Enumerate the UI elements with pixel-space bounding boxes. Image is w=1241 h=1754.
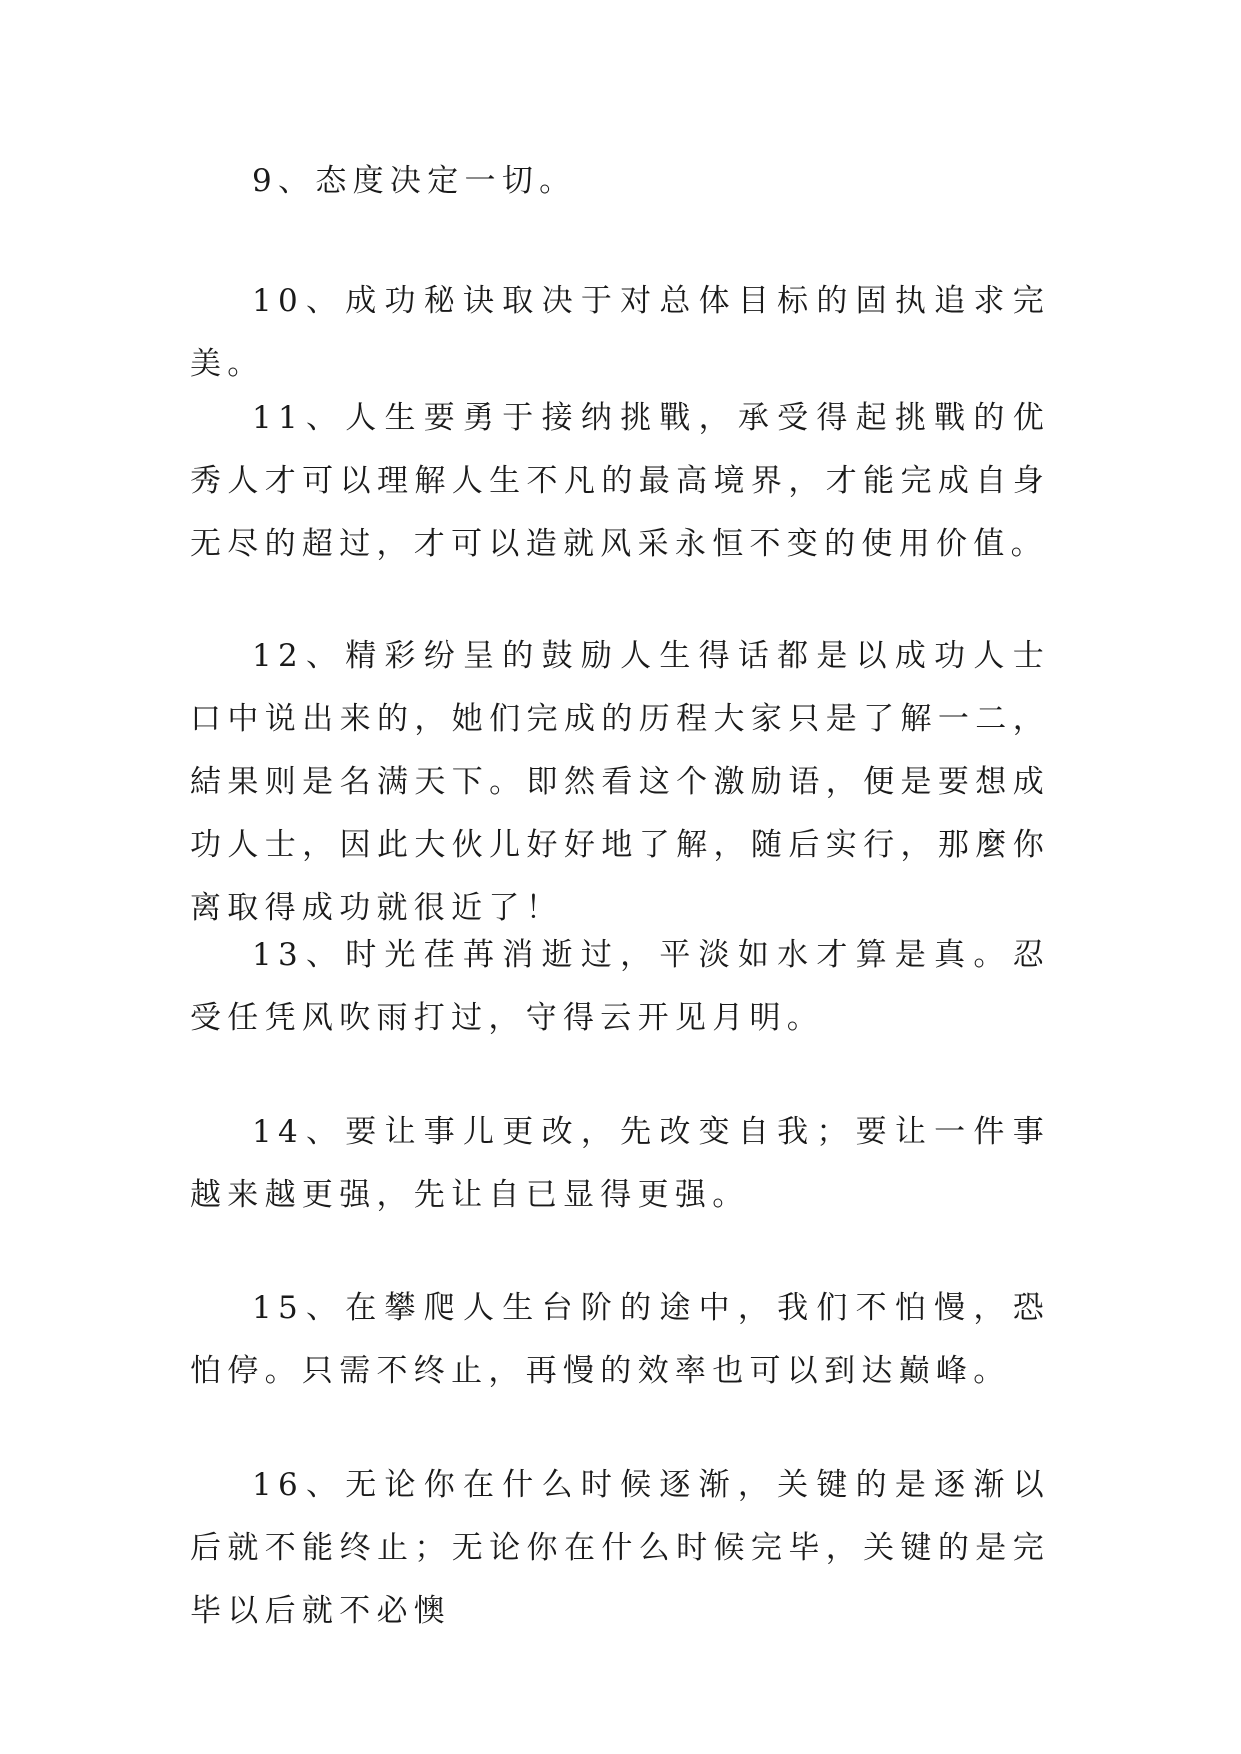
paragraph-16: 16、无论你在什么时候逐渐，关键的是逐渐以后就不能终止；无论你在什么时候完毕，关键的是完毕以后就不必懊	[190, 1467, 1050, 1629]
paragraph-15: 15、在攀爬人生台阶的途中，我们不怕慢，恐怕停。只需不终止，再慢的效率也可以到达巅峰。	[190, 1290, 1050, 1389]
paragraph-9: 9、态度决定一切。	[252, 163, 577, 199]
paragraph-12: 12、精彩纷呈的鼓励人生得话都是以成功人士口中说出来的，她们完成的历程大家只是了解一二，結果则是名满天下。即然看这个激励语，便是要想成功人士，因此大伙儿好好地了解，随后实行，那麼你离取得成功就很近了！	[190, 638, 1050, 926]
paragraph-10: 10、成功秘诀取决于对总体目标的固执追求完美。	[190, 283, 1050, 382]
paragraph-11: 11、人生要勇于接纳挑戰，承受得起挑戰的优秀人才可以理解人生不凡的最高境界，才能完成自身无尽的超过，才可以造就风采永恒不变的使用价值。	[190, 400, 1050, 562]
paragraph-13: 13、时光荏苒消逝过，平淡如水才算是真。忍受任凭风吹雨打过，守得云开见月明。	[190, 937, 1050, 1036]
paragraph-14: 14、要让事儿更改，先改变自我；要让一件事越来越更强，先让自已显得更强。	[190, 1114, 1050, 1213]
